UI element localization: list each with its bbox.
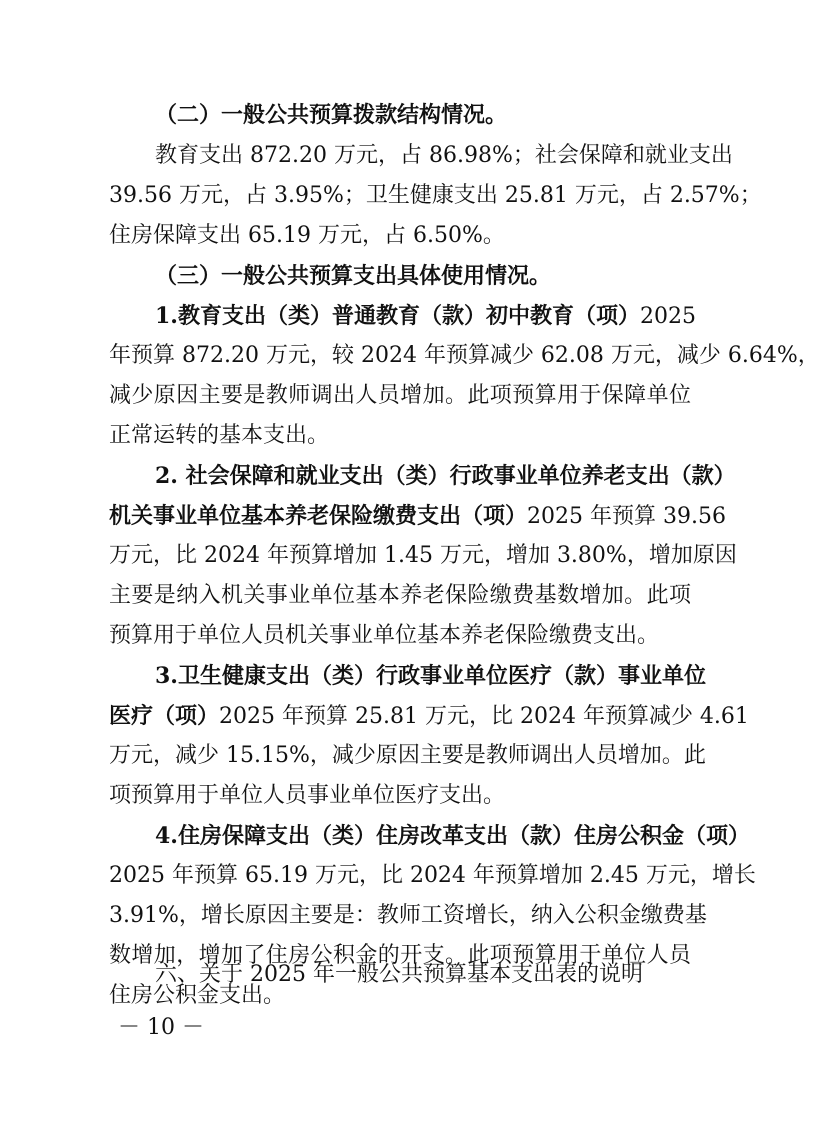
- paragraph-line: 项预算用于单位人员事业单位医疗支出。: [109, 783, 506, 808]
- item-1-title: 1.教育支出（类）普通教育（款）初中教育（项）: [155, 303, 640, 329]
- item-3-title-cont: 医疗（项）: [109, 703, 220, 729]
- section-heading-2: （二）一般公共预算拨款结构情况。: [155, 102, 508, 128]
- page-number: － 10 －: [118, 1015, 204, 1040]
- paragraph-line: 万元，减少 15.15%，减少原因主要是教师调出人员增加。此: [109, 743, 706, 768]
- paragraph-line: 教育支出 872.20 万元，占 86.98%；社会保障和就业支出: [155, 143, 733, 168]
- item-3-tail: 2025 年预算 25.81 万元，比 2024 年预算减少 4.61: [219, 704, 749, 729]
- paragraph-line: 3.91%，增长原因主要是：教师工资增长，纳入公积金缴费基: [109, 903, 707, 928]
- paragraph-line: 住房公积金支出。: [109, 983, 286, 1008]
- item-2-title: 2. 社会保障和就业支出（类）行政事业单位养老支出（款）: [155, 463, 736, 489]
- paragraph-line: 2025 年预算 65.19 万元，比 2024 年预算增加 2.45 万元，增长: [109, 863, 756, 888]
- section-heading-3: （三）一般公共预算支出具体使用情况。: [155, 263, 552, 289]
- paragraph-line: 数增加，增加了住房公积金的开支。此项预算用于单位人员: [109, 943, 691, 968]
- paragraph-line: 预算用于单位人员机关事业单位基本养老保险缴费支出。: [109, 623, 660, 648]
- next-section-heading: 六、关于 2025 年一般公共预算基本支出表的说明: [155, 962, 643, 987]
- item-2-title-cont: 机关事业单位基本养老保险缴费支出（项）: [109, 503, 528, 529]
- item-1-year: 2025: [639, 304, 696, 329]
- item-1-line: [155, 296, 696, 336]
- paragraph-line: 年预算 872.20 万元，较 2024 年预算减少 62.08 万元，减少 6.64%，: [109, 343, 820, 368]
- paragraph-line: 减少原因主要是教师调出人员增加。此项预算用于保障单位: [109, 383, 691, 408]
- paragraph-line: 万元，比 2024 年预算增加 1.45 万元，增加 3.80%，增加原因: [109, 543, 737, 568]
- paragraph-line: 主要是纳入机关事业单位基本养老保险缴费基数增加。此项: [109, 583, 691, 608]
- item-3-line: [109, 696, 749, 736]
- item-2-tail: 2025 年预算 39.56: [527, 504, 726, 529]
- paragraph-line: 39.56 万元，占 3.95%；卫生健康支出 25.81 万元，占 2.57%；: [109, 183, 762, 208]
- paragraph-line: 住房保障支出 65.19 万元，占 6.50%。: [109, 223, 505, 248]
- paragraph-line: 正常运转的基本支出。: [109, 423, 330, 448]
- item-4-title: 4.住房保障支出（类）住房改革支出（款）住房公积金（项）: [155, 823, 750, 849]
- item-2-line: [109, 496, 726, 536]
- item-3-title: 3.卫生健康支出（类）行政事业单位医疗（款）事业单位: [155, 663, 706, 689]
